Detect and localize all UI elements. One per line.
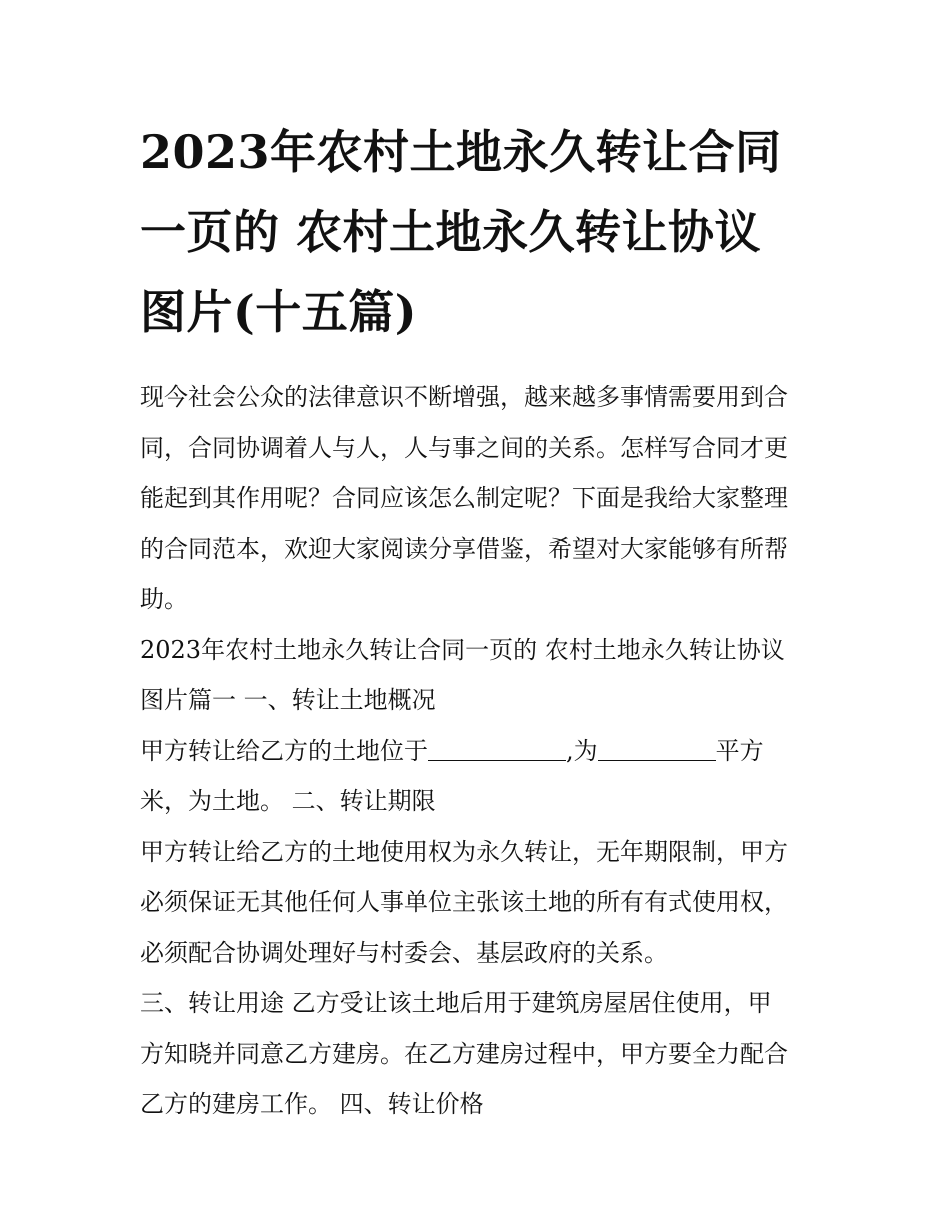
section-heading-line: 图片篇一 一、转让土地概况 [140, 686, 436, 714]
document-page [140, 112, 820, 1130]
title-line: 2023年农村土地永久转让合同 [140, 125, 782, 179]
term-line: 甲方转让给乙方的土地使用权为永久转让，无年期限制，甲方 [140, 837, 788, 866]
term-line: 必须保证无其他任何人事单位主张该土地的所有有式使用权， [140, 888, 788, 916]
usage-line: 三、转让用途 乙方受让该土地后用于建筑房屋居住使用，甲 [140, 989, 772, 1017]
title-line: 一页的 农村土地永久转让协议 [140, 205, 762, 259]
intro-paragraph [140, 372, 820, 625]
section-heading [140, 625, 820, 726]
term-paragraph [140, 827, 820, 979]
intro-line: 助。 [140, 585, 188, 613]
intro-line: 同，合同协调着人与人，人与事之间的关系。怎样写合同才更 [140, 433, 788, 462]
location-blank [428, 736, 566, 761]
usage-paragraph [140, 978, 820, 1130]
section-heading-line: 2023年农村土地永久转让合同一页的 农村土地永久转让协议 [140, 635, 785, 664]
land-location-text: 甲方转让给乙方的土地位于 [140, 736, 428, 765]
land-location-paragraph [140, 726, 820, 827]
land-location-line [140, 726, 820, 777]
title-line: 图片(十五篇) [140, 285, 418, 339]
land-location-text: ,为 [566, 736, 598, 765]
term-line: 必须配合协调处理好与村委会、基层政府的关系。 [140, 938, 668, 967]
intro-line: 能起到其作用呢？合同应该怎么制定呢？下面是我给大家整理 [140, 484, 788, 512]
usage-line: 乙方的建房工作。 四、转让价格 [140, 1090, 484, 1118]
document-body [140, 372, 820, 1130]
intro-line: 的合同范本，欢迎大家阅读分享借鉴，希望对大家能够有所帮 [140, 534, 788, 563]
land-location-line: 米，为土地。 二、转让期限 [140, 787, 436, 815]
document-title [140, 112, 820, 352]
usage-line: 方知晓并同意乙方建房。在乙方建房过程中，甲方要全力配合 [140, 1039, 788, 1068]
area-blank [598, 736, 716, 761]
intro-line: 现今社会公众的法律意识不断增强，越来越多事情需要用到合 [140, 383, 788, 411]
land-location-text: 平方 [715, 736, 764, 765]
